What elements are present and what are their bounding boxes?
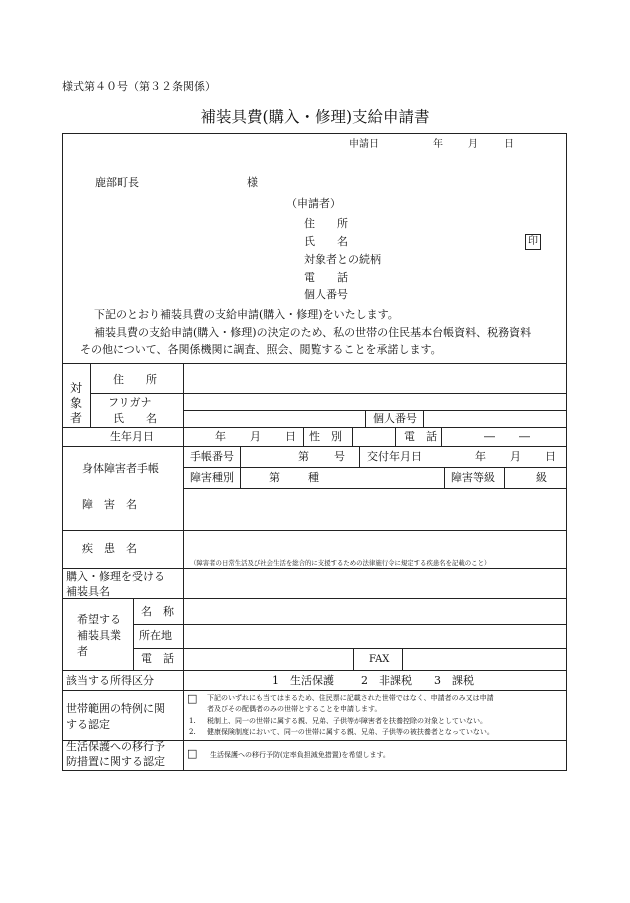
vendor-label-line-1: 希望する (77, 613, 121, 626)
subject-name-label: 氏 名 (113, 412, 157, 425)
handbook-go: 号 (334, 450, 345, 463)
applicant-id-number-label: 個人番号 (304, 288, 348, 301)
vendor-location-label: 所在地 (139, 629, 172, 642)
handbook-dai: 第 (298, 450, 309, 463)
subject-vertical-label: 対象者 (69, 381, 82, 425)
household-text-line-2: 者及びその配偶者のみの世帯とすることを申請します。 (207, 705, 382, 713)
welfare-checkbox[interactable]: □ (187, 747, 198, 760)
household-checkbox[interactable]: □ (187, 692, 198, 705)
welfare-text: 生活保護への移行予防(定率負担減免措置)を希望します。 (210, 751, 390, 759)
page-title: 補装具費(購入・修理)支給申請書 (200, 108, 430, 126)
household-item-2-number: 2. (189, 728, 196, 736)
subject-furigana-label: フリガナ (108, 396, 152, 409)
application-date-day: 日 (504, 139, 514, 150)
disability-type-label: 障害種別 (190, 471, 234, 484)
application-date-month: 月 (468, 139, 478, 150)
handbook-label: 身体障害者手帳 (82, 462, 159, 475)
subject-birth-day: 日 (285, 430, 296, 443)
vendor-name-label: 名 称 (141, 605, 174, 618)
welfare-label-line-2: 防措置に関する認定 (66, 755, 165, 768)
subject-address-label: 住 所 (113, 373, 157, 386)
disease-name-label: 疾 患 名 (82, 542, 137, 555)
fax-label: FAX (369, 654, 390, 665)
addressee-honorific: 様 (247, 176, 258, 189)
vendor-label-line-3: 者 (77, 645, 88, 658)
disability-grade-unit: 級 (536, 471, 547, 484)
statement-line-2: 補装具費の支給申請(購入・修理)の決定のため、私の世帯の住民基本台帳資料、税務資料 (94, 326, 532, 339)
subject-id-number-label: 個人番号 (373, 412, 417, 425)
statement-line-1: 下記のとおり補装具費の支給申請(購入・修理)をいたします。 (94, 308, 399, 321)
applicant-label: （申請者） (286, 197, 341, 210)
issue-date-month: 月 (510, 450, 521, 463)
handbook-number-label: 手帳番号 (190, 450, 234, 463)
disability-name-label: 障 害 名 (82, 498, 137, 511)
welfare-label-line-1: 生活保護への移行予 (66, 740, 165, 753)
subject-phone-dash-1: ― (484, 430, 495, 443)
addressee: 鹿部町長 (95, 176, 139, 189)
device-name-label-line-1: 購入・修理を受ける (66, 570, 165, 583)
seal-mark: 印 (525, 234, 541, 250)
income-option-2: 2 非課税 (361, 674, 412, 687)
application-date-label: 申請日 (349, 139, 379, 150)
statement-line-3: その他について、各関係機関に調査、照会、閲覧することを承諾します。 (80, 343, 442, 356)
issue-date-day: 日 (545, 450, 556, 463)
income-category-label: 該当する所得区分 (66, 674, 154, 687)
vendor-label-line-2: 補装具業 (77, 629, 121, 642)
income-option-1: 1 生活保護 (272, 674, 334, 687)
issue-date-year: 年 (475, 450, 486, 463)
subject-sex-label: 性 別 (309, 430, 342, 443)
form-number: 様式第４０号（第３２条関係） (62, 80, 216, 93)
income-option-3: 3 課税 (434, 674, 474, 687)
disease-note: （障害者の日常生活及び社会生活を総合的に支援するための法律施行令に規定する疾患名を記載のこと） (190, 559, 491, 567)
household-item-1-number: 1. (189, 717, 196, 725)
device-name-label-line-2: 補装具名 (66, 585, 110, 598)
applicant-phone-label: 電 話 (304, 271, 348, 284)
applicant-name-label: 氏 名 (304, 235, 348, 248)
applicant-address-label: 住 所 (304, 217, 348, 230)
subject-phone-dash-2: ― (519, 430, 530, 443)
disability-grade-label: 障害等級 (451, 471, 495, 484)
household-item-2: 健康保険制度において、同一の世帯に属する親、兄弟、子供等の被扶養者となっていない。 (207, 728, 494, 736)
household-text-line-1: 下記のいずれにも当てはまるため、住民票に記載された世帯ではなく、申請者のみ又は申請 (207, 694, 494, 702)
applicant-relation-label: 対象者との続柄 (304, 253, 381, 266)
disability-type-dai: 第 (269, 471, 280, 484)
household-item-1: 税制上、同一の世帯に属する親、兄弟、子供等が障害者を扶養控除の対象としていない。 (207, 717, 487, 725)
subject-birth-month: 月 (250, 430, 261, 443)
subject-birth-label: 生年月日 (110, 430, 154, 443)
subject-birth-year: 年 (215, 430, 226, 443)
vendor-phone-label: 電 話 (141, 652, 174, 665)
household-label-line-2: する認定 (66, 718, 110, 731)
disability-type-shu: 種 (308, 471, 319, 484)
subject-phone-label: 電 話 (404, 430, 437, 443)
application-date-year: 年 (433, 139, 443, 150)
issue-date-label: 交付年月日 (367, 450, 422, 463)
household-label-line-1: 世帯範囲の特例に関 (66, 702, 165, 715)
